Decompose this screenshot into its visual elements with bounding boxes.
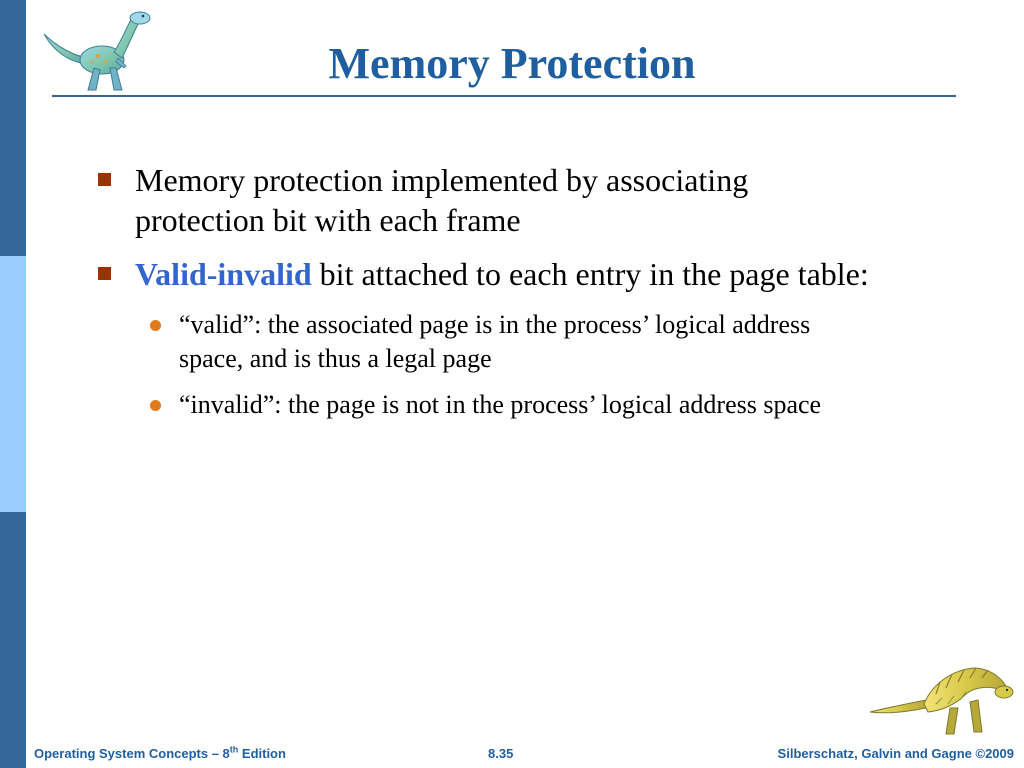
bullet-text: Memory protection implemented by associating protection bit with each frame [135, 162, 749, 238]
footer-book-suffix: Edition [238, 746, 286, 761]
title-divider [52, 95, 956, 97]
square-bullet-icon [98, 267, 111, 280]
sub-bullet-text: “valid”: the associated page is in the process’ logical address space, and is thus a legal page [179, 310, 811, 373]
footer-page-number: 8.35 [488, 746, 514, 761]
dinosaur-icon [866, 660, 1016, 742]
bullet-item [96, 160, 876, 240]
footer-book-title [34, 746, 286, 761]
square-bullet-icon [98, 173, 111, 186]
dot-bullet-icon [150, 320, 161, 331]
slide-title: Memory Protection [328, 39, 696, 88]
sidebar-light-band [0, 256, 26, 512]
bullet-emphasis: Valid-invalid [135, 256, 312, 292]
sub-bullet-item [140, 388, 876, 422]
slide-body [96, 160, 876, 434]
bullet-item [96, 254, 876, 294]
footer-book-prefix: Operating System Concepts – 8 [34, 746, 230, 761]
dot-bullet-icon [150, 400, 161, 411]
bullet-text: bit attached to each entry in the page table: [311, 256, 869, 292]
footer-copyright: Silberschatz, Galvin and Gagne ©2009 [777, 746, 1014, 761]
sub-bullet-text: “invalid”: the page is not in the process’ logical address space [179, 390, 822, 419]
footer-book-superscript: th [229, 744, 239, 755]
sub-bullet-item [140, 308, 876, 376]
